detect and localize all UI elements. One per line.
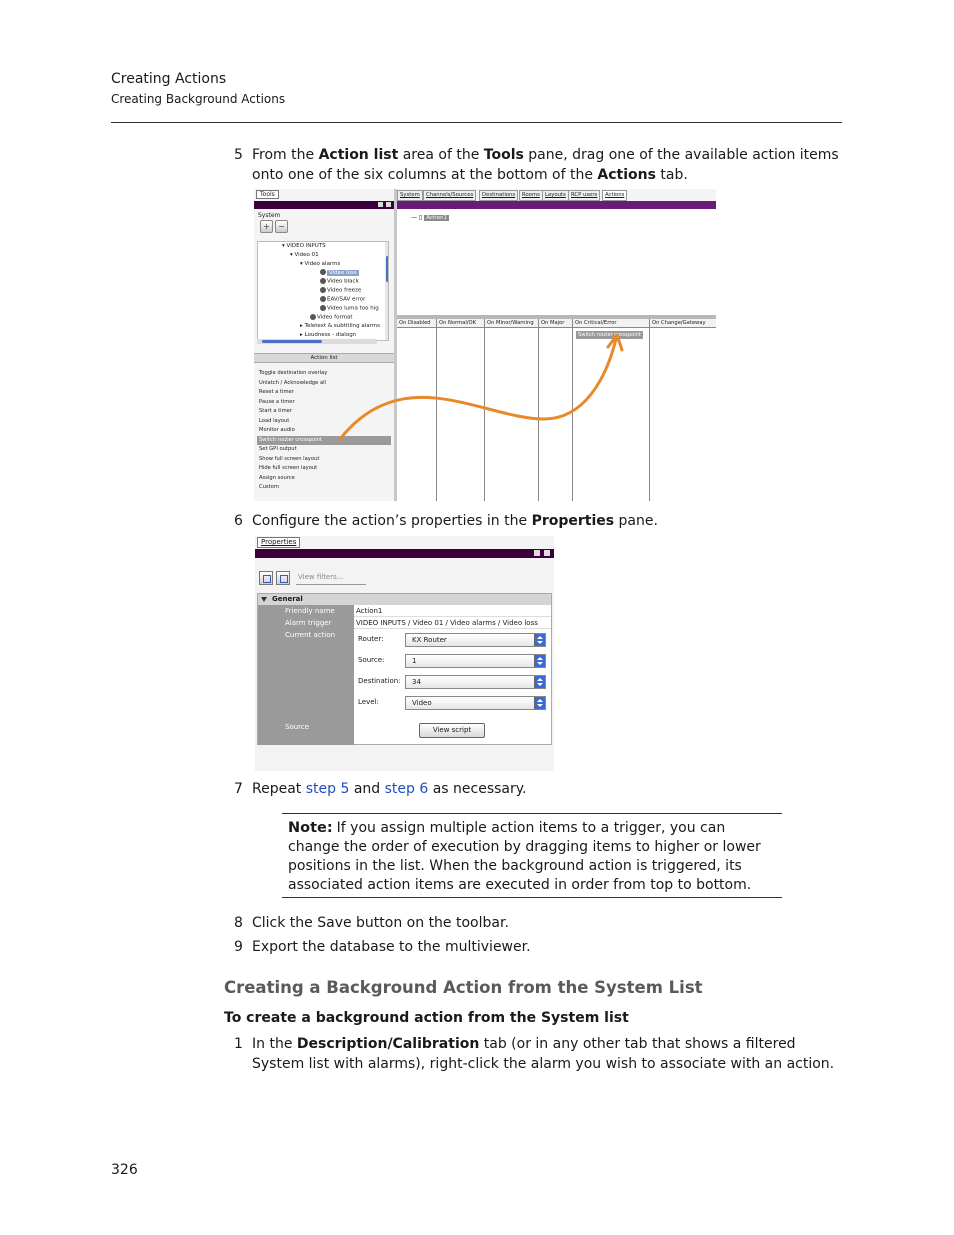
alphabetical-view-button[interactable] <box>276 571 290 585</box>
source-label: Source: <box>358 656 385 664</box>
trigger-column[interactable]: On Critical/Error Switch router crosspoint <box>573 319 650 501</box>
action-item[interactable]: Assign source <box>259 474 295 481</box>
dropped-action-item[interactable]: Switch router crosspoint <box>578 332 641 338</box>
step-5-link[interactable]: step 5 <box>305 781 350 797</box>
step-5 <box>234 145 842 185</box>
group-general[interactable]: General <box>258 594 551 605</box>
property-label: Source <box>258 721 354 745</box>
property-label: Friendly name <box>258 605 354 617</box>
current-action-editor <box>354 630 551 720</box>
friendly-name-field[interactable]: Action1 <box>354 605 551 617</box>
section-heading: Creating a Background Action from the System List <box>224 978 703 997</box>
action-item[interactable]: Toggle destination overlay <box>259 370 328 376</box>
action-item[interactable]: Set GPI output <box>259 446 297 452</box>
tree-item[interactable]: Video format <box>310 314 353 321</box>
categorized-view-button[interactable] <box>259 571 273 585</box>
tree-item[interactable]: Video black <box>320 278 359 285</box>
tab-actions[interactable]: Actions <box>602 190 627 201</box>
tree-item[interactable]: Video loss <box>320 269 359 276</box>
source-select[interactable]: 1 <box>405 654 546 668</box>
step-text: Click the Save button on the toolbar. <box>252 915 509 931</box>
note-text: If you assign multiple action items to a trigger, you can change the order of execution by dragging items to higher or lower positions in the list. When the background action is triggered, its associated action items are executed in order from top to bottom. <box>288 820 761 893</box>
step-7 <box>234 779 842 799</box>
properties-screenshot <box>255 536 554 771</box>
property-label: Alarm trigger <box>258 617 354 629</box>
step-text: Configure the action’s properties in the Properties pane. <box>252 513 658 529</box>
step-number: 6 <box>234 513 243 529</box>
step-6-link[interactable]: step 6 <box>384 781 429 797</box>
trigger-column[interactable]: On Major <box>539 319 573 501</box>
action-item[interactable]: Start a timer <box>259 408 293 414</box>
step-number: 7 <box>234 781 243 797</box>
tools-tab[interactable]: Tools <box>256 190 279 199</box>
tools-actions-screenshot <box>254 189 716 501</box>
step-number: 1 <box>234 1036 243 1052</box>
action-item[interactable]: Pause a timer <box>259 398 295 405</box>
header-rule <box>111 122 842 123</box>
tab-channels-sources[interactable]: Channels/Sources <box>423 190 476 201</box>
alarm-trigger-field[interactable]: VIDEO INPUTS / Video 01 / Video alarms / Video loss <box>354 617 551 629</box>
tree-item[interactable]: Video luma too hig <box>320 305 379 312</box>
collapse-all-button[interactable]: − <box>275 220 288 233</box>
step-text: Repeat step 5 and step 6 as necessary. <box>252 781 527 797</box>
trigger-column[interactable]: On Minor/Warning <box>485 319 539 501</box>
spinner-icon[interactable] <box>534 655 545 667</box>
running-header-chapter: Creating Actions <box>111 71 227 87</box>
tab-rooms[interactable]: Rooms <box>519 190 543 201</box>
action-item[interactable]: Show full screen layout <box>259 455 320 462</box>
level-label: Level: <box>358 698 379 706</box>
spinner-icon[interactable] <box>534 676 545 688</box>
trigger-column[interactable]: On Disabled <box>397 319 437 501</box>
action-item[interactable]: Monitor audio <box>259 427 295 433</box>
properties-tab[interactable]: Properties <box>257 537 300 548</box>
tree-item[interactable]: ▾ VIDEO INPUTS <box>282 243 326 249</box>
tree-item[interactable]: Video freeze <box>320 287 361 294</box>
step-text: In the Description/Calibration tab (or in any other tab that shows a filtered System list with alarms), right-click the alarm you wish to associate with an action. <box>252 1036 835 1072</box>
action-item[interactable]: Unlatch / Acknowledge all <box>259 379 327 386</box>
action-item[interactable]: Load layout <box>259 417 290 424</box>
router-label: Router: <box>358 635 384 643</box>
tree-item[interactable]: ▸ Loudness - dialogn <box>300 332 357 338</box>
page-number: 326 <box>111 1162 138 1178</box>
drag-arrow-icon <box>254 189 716 501</box>
step-number: 5 <box>234 147 243 163</box>
step-number: 9 <box>234 939 243 955</box>
property-label: Current action <box>258 629 354 721</box>
action-list-header: Action list <box>254 353 394 363</box>
close-icon[interactable] <box>544 550 550 556</box>
trigger-column[interactable]: On Change/Gateway <box>650 319 716 501</box>
restore-icon[interactable] <box>534 550 540 556</box>
step-8 <box>234 913 842 933</box>
expand-all-button[interactable]: + <box>260 220 273 233</box>
note-box <box>282 813 782 898</box>
view-filters-input[interactable]: View filters... <box>296 573 366 585</box>
step-1 <box>234 1034 842 1074</box>
tree-item[interactable]: EAV/SAV error <box>320 296 365 303</box>
tree-item[interactable]: ▸ Teletext & subtitling alarms <box>300 323 380 329</box>
system-label: System <box>258 212 281 219</box>
destination-select[interactable]: 34 <box>405 675 546 689</box>
action-item-selected[interactable]: Switch router crosspoint <box>257 436 391 446</box>
tab-destinations[interactable]: Destinations <box>479 190 518 201</box>
action-node[interactable]: — ▯ Action1 <box>411 214 447 221</box>
level-select[interactable]: Video <box>405 696 546 710</box>
tree-item[interactable]: ▾ Video 01 <box>290 252 319 258</box>
action-item[interactable]: Hide full screen layout <box>259 465 318 471</box>
tab-layouts[interactable]: Layouts <box>542 190 569 201</box>
tab-rcp-users[interactable]: RCP users <box>568 190 600 201</box>
note-label: Note: <box>288 820 333 836</box>
router-select[interactable]: KX Router <box>405 633 546 647</box>
step-text: From the Action list area of the Tools pane, drag one of the available action items onto one of the six columns at the bottom of the Actions tab. <box>252 147 839 183</box>
tree-item[interactable]: ▾ Video alarms <box>300 261 341 267</box>
view-script-button[interactable]: View script <box>419 723 485 738</box>
destination-label: Destination: <box>358 677 401 685</box>
spinner-icon[interactable] <box>534 634 545 646</box>
trigger-column[interactable]: On Normal/OK <box>437 319 485 501</box>
step-text: Export the database to the multiviewer. <box>252 939 531 955</box>
procedure-heading: To create a background action from the System list <box>224 1010 629 1026</box>
spinner-icon[interactable] <box>534 697 545 709</box>
action-item[interactable]: Custom <box>259 484 279 490</box>
property-grid <box>257 593 552 745</box>
step-number: 8 <box>234 915 243 931</box>
running-header-section: Creating Background Actions <box>111 92 286 106</box>
step-9 <box>234 937 842 957</box>
properties-title-bar <box>255 549 554 558</box>
step-6 <box>234 511 842 531</box>
action-item[interactable]: Reset a timer <box>259 389 294 395</box>
tab-system[interactable]: System <box>397 190 423 201</box>
